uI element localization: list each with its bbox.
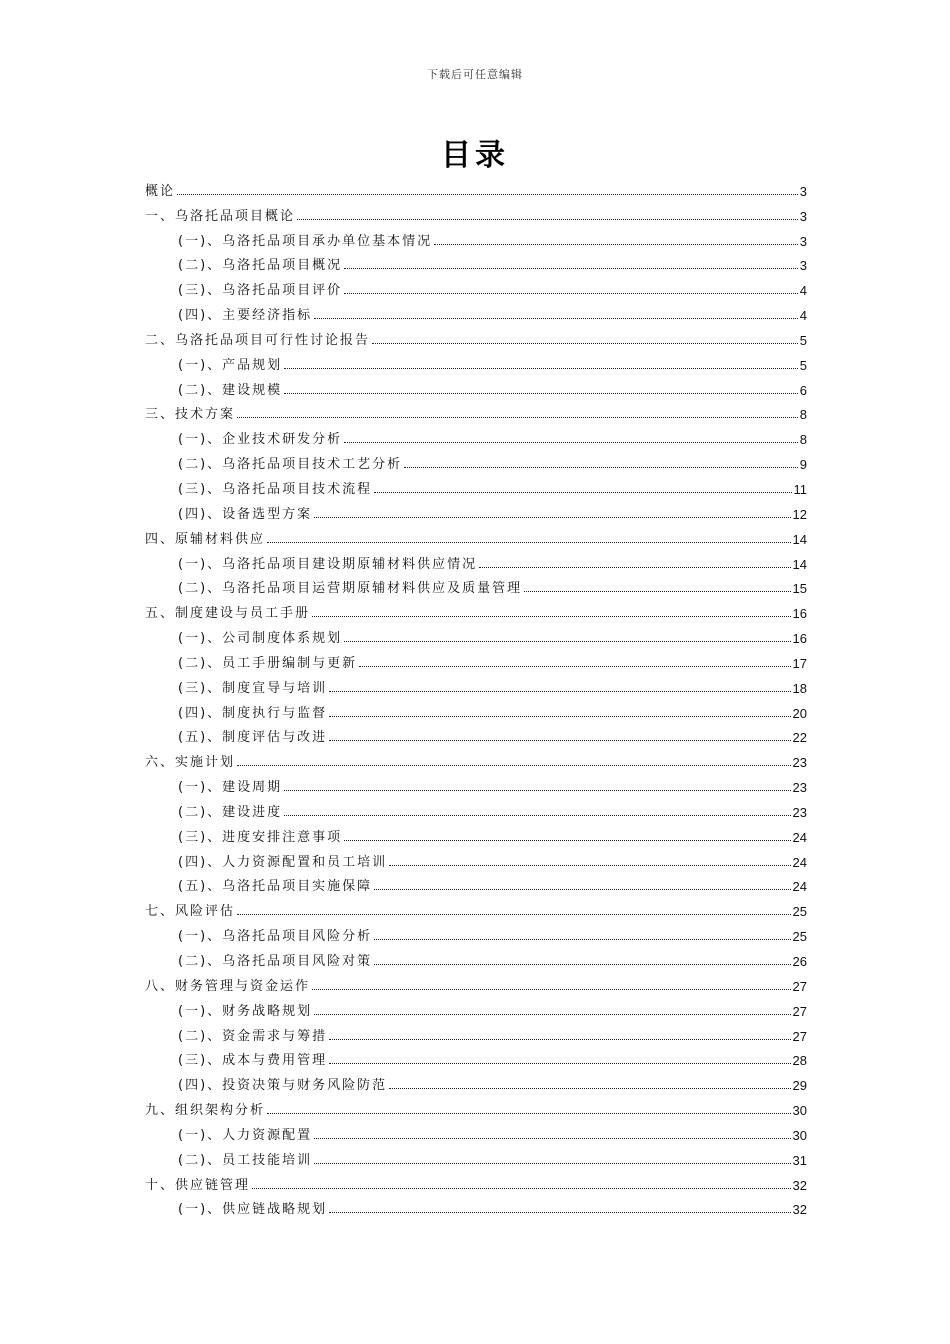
toc-entry-label: (一)、乌洛托品项目建设期原辅材料供应情况 [178,556,478,572]
toc-entry-page-number: 11 [793,481,807,497]
toc-entry[interactable] [145,621,807,646]
toc-entry[interactable] [145,422,807,447]
toc-entry-label: 三、技术方案 [145,407,236,423]
dot-leader [374,888,790,890]
toc-entry-label: 七、风险评估 [145,904,236,920]
toc-entry-label: (二)、乌洛托品项目技术工艺分析 [178,457,403,473]
toc-entry-page-number: 32 [792,1177,807,1193]
toc-entry[interactable] [145,820,807,845]
dot-leader [404,466,798,468]
toc-entry-page-number: 24 [792,854,807,870]
toc-entry-label: 一、乌洛托品项目概论 [145,208,296,224]
toc-entry-label: (一)、人力资源配置 [178,1127,313,1143]
toc-entry-label: 二、乌洛托品项目可行性讨论报告 [145,332,371,348]
toc-entry-page-number: 22 [792,730,807,746]
toc-entry[interactable] [145,323,807,348]
dot-leader [312,988,791,990]
dot-leader [284,367,798,369]
toc-entry-page-number: 5 [799,332,807,348]
toc-entry-page-number: 9 [799,457,807,473]
toc-entry-label: (一)、企业技术研发分析 [178,432,343,448]
toc-entry[interactable] [145,646,807,671]
dot-leader [344,640,790,642]
toc-entry-page-number: 14 [792,556,807,572]
toc-entry[interactable] [145,547,807,572]
toc-entry[interactable] [145,497,807,522]
dot-leader [374,938,790,940]
toc-entry[interactable] [145,919,807,944]
dot-leader [237,416,798,418]
toc-entry-label: (二)、乌洛托品项目运营期原辅材料供应及质量管理 [178,581,523,597]
toc-entry[interactable] [145,770,807,795]
toc-entry-page-number: 31 [792,1152,807,1168]
header-note: 下载后可任意编辑 [427,68,523,81]
toc-entry-page-number: 30 [792,1127,807,1143]
toc-entry-label: (一)、供应链战略规划 [178,1202,328,1218]
toc-entry[interactable] [145,795,807,820]
toc-entry-page-number: 4 [799,283,807,299]
toc-entry-label: (一)、公司制度体系规划 [178,631,343,647]
toc-entry-page-number: 28 [792,1053,807,1069]
toc-entry-page-number: 14 [792,531,807,547]
dot-leader [267,541,791,543]
toc-entry-label: 四、原辅材料供应 [145,531,266,547]
toc-entry[interactable] [145,298,807,323]
toc-entry-label: (三)、乌洛托品项目技术流程 [178,481,373,497]
toc-entry-page-number: 27 [792,1003,807,1019]
toc-entry-label: (四)、制度执行与监督 [178,705,328,721]
toc-entry-page-number: 3 [799,233,807,249]
toc-entry[interactable] [145,596,807,621]
toc-entry-label: (四)、人力资源配置和员工培训 [178,854,388,870]
toc-entry-label: (二)、员工手册编制与更新 [178,655,358,671]
dot-leader [252,1187,791,1189]
toc-entry[interactable] [145,1168,807,1193]
toc-entry-label: (二)、建设规模 [178,382,283,398]
toc-entry-page-number: 30 [792,1103,807,1119]
dot-leader [177,193,798,195]
toc-entry-label: 概论 [145,183,176,199]
toc-entry-page-number: 3 [799,208,807,224]
toc-entry-label: (二)、员工技能培训 [178,1152,313,1168]
dot-leader [344,441,798,443]
toc-entry-page-number: 26 [792,954,807,969]
toc-entry[interactable] [145,671,807,696]
toc-entry-label: (二)、建设进度 [178,804,283,820]
toc-entry[interactable] [145,249,807,274]
dot-leader [314,1162,790,1164]
page-title: 目录 [441,138,509,173]
toc-entry-page-number: 3 [799,183,807,199]
toc-entry-page-number: 18 [792,680,807,696]
toc-entry-page-number: 4 [799,308,807,324]
dot-leader [329,1062,790,1064]
toc-entry-page-number: 32 [792,1202,807,1218]
toc-entry-label: (二)、乌洛托品项目概况 [178,258,343,274]
toc-entry-page-number: 15 [792,581,807,597]
toc-entry-label: (一)、产品规划 [178,357,283,373]
dot-leader [312,615,791,617]
toc-entry[interactable] [145,373,807,398]
dot-leader [314,317,798,319]
toc-entry[interactable] [145,944,807,969]
toc-entry[interactable] [145,273,807,298]
dot-leader [284,814,790,816]
toc-entry-label: (一)、乌洛托品项目承办单位基本情况 [178,233,433,249]
toc-entry[interactable] [145,522,807,547]
dot-leader [344,839,790,841]
toc-entry[interactable] [145,1019,807,1044]
dot-leader [329,690,790,692]
toc-entry-page-number: 24 [792,829,807,845]
toc-entry-label: 五、制度建设与员工手册 [145,606,311,622]
toc-entry-page-number: 27 [792,978,807,994]
toc-entry[interactable] [145,1093,807,1118]
toc-entry[interactable] [145,745,807,770]
toc-entry-page-number: 29 [792,1078,807,1094]
toc-entry-page-number: 25 [792,929,807,945]
toc-entry-label: (二)、资金需求与筹措 [178,1028,328,1044]
toc-entry[interactable] [145,398,807,423]
dot-leader [389,864,790,866]
dot-leader [344,292,798,294]
toc-entry-label: 六、实施计划 [145,755,236,771]
toc-entry-label: (三)、成本与费用管理 [178,1053,328,1069]
dot-leader [237,764,791,766]
dot-leader [359,665,790,667]
toc-entry-label: (五)、乌洛托品项目实施保障 [178,879,373,895]
toc-entry-label: (一)、建设周期 [178,780,283,796]
toc-entry[interactable] [145,572,807,597]
dot-leader [284,392,798,394]
dot-leader [329,1211,790,1213]
toc-entry-page-number: 16 [792,631,807,647]
dot-leader [524,590,790,592]
dot-leader [237,913,791,915]
toc-entry-label: (四)、主要经济指标 [178,308,313,324]
toc-entry[interactable] [145,472,807,497]
toc-entry[interactable] [145,845,807,870]
toc-entry-page-number: 3 [799,258,807,274]
toc-entry-page-number: 20 [792,705,807,721]
toc-entry-page-number: 25 [792,904,807,920]
dot-leader [297,218,798,220]
toc-entry[interactable] [145,894,807,919]
toc-entry-page-number: 24 [792,879,807,895]
dot-leader [329,715,790,717]
toc-entry-label: (一)、乌洛托品项目风险分析 [178,929,373,945]
toc-entry[interactable] [145,994,807,1019]
toc-entry-label: (四)、设备选型方案 [178,506,313,522]
dot-leader [372,342,798,344]
dot-leader [314,516,790,518]
dot-leader [267,1112,791,1114]
toc-entry[interactable] [145,1143,807,1168]
toc-entry[interactable] [145,1044,807,1069]
toc-entry[interactable] [145,1193,807,1218]
dot-leader [329,1038,790,1040]
toc-entry-label: (二)、乌洛托品项目风险对策 [178,954,373,969]
dot-leader [284,789,790,791]
toc-entry-label: 九、组织架构分析 [145,1103,266,1119]
toc-entry-label: (四)、投资决策与财务风险防范 [178,1078,388,1094]
dot-leader [314,1013,790,1015]
toc-entry[interactable] [145,224,807,249]
dot-leader [314,1137,790,1139]
toc-entry[interactable] [145,447,807,472]
toc-entry-label: (五)、制度评估与改进 [178,730,328,746]
toc-entry-label: 八、财务管理与资金运作 [145,978,311,994]
toc-entry[interactable] [145,721,807,746]
toc-entry-label: (三)、乌洛托品项目评价 [178,283,343,299]
dot-leader [479,566,790,568]
toc-entry-page-number: 17 [792,655,807,671]
toc-entry[interactable] [145,348,807,373]
toc-entry-page-number: 8 [799,407,807,423]
toc-entry-label: (一)、财务战略规划 [178,1003,313,1019]
toc-entry[interactable] [145,199,807,224]
toc-entry-page-number: 8 [799,432,807,448]
dot-leader [329,739,790,741]
toc-entry-page-number: 23 [792,804,807,820]
toc-entry-page-number: 23 [792,755,807,771]
toc-entry-page-number: 27 [792,1028,807,1044]
toc-entry-label: (三)、进度安排注意事项 [178,829,343,845]
toc-entry[interactable] [145,969,807,994]
toc-entry[interactable] [145,1068,807,1093]
toc-entry[interactable] [145,174,807,199]
toc-entry-label: (三)、制度宣导与培训 [178,680,328,696]
dot-leader [389,1087,790,1089]
toc-entry-page-number: 12 [792,506,807,522]
toc-entry-page-number: 5 [799,357,807,373]
table-of-contents [145,174,807,1217]
toc-entry-page-number: 23 [792,780,807,796]
dot-leader [434,243,798,245]
toc-entry-page-number: 16 [792,606,807,622]
dot-leader [374,963,790,965]
dot-leader [344,267,798,269]
toc-entry[interactable] [145,870,807,895]
toc-entry[interactable] [145,1118,807,1143]
toc-entry[interactable] [145,696,807,721]
toc-entry-page-number: 6 [799,382,807,398]
dot-leader [374,491,791,493]
toc-entry-label: 十、供应链管理 [145,1177,251,1193]
